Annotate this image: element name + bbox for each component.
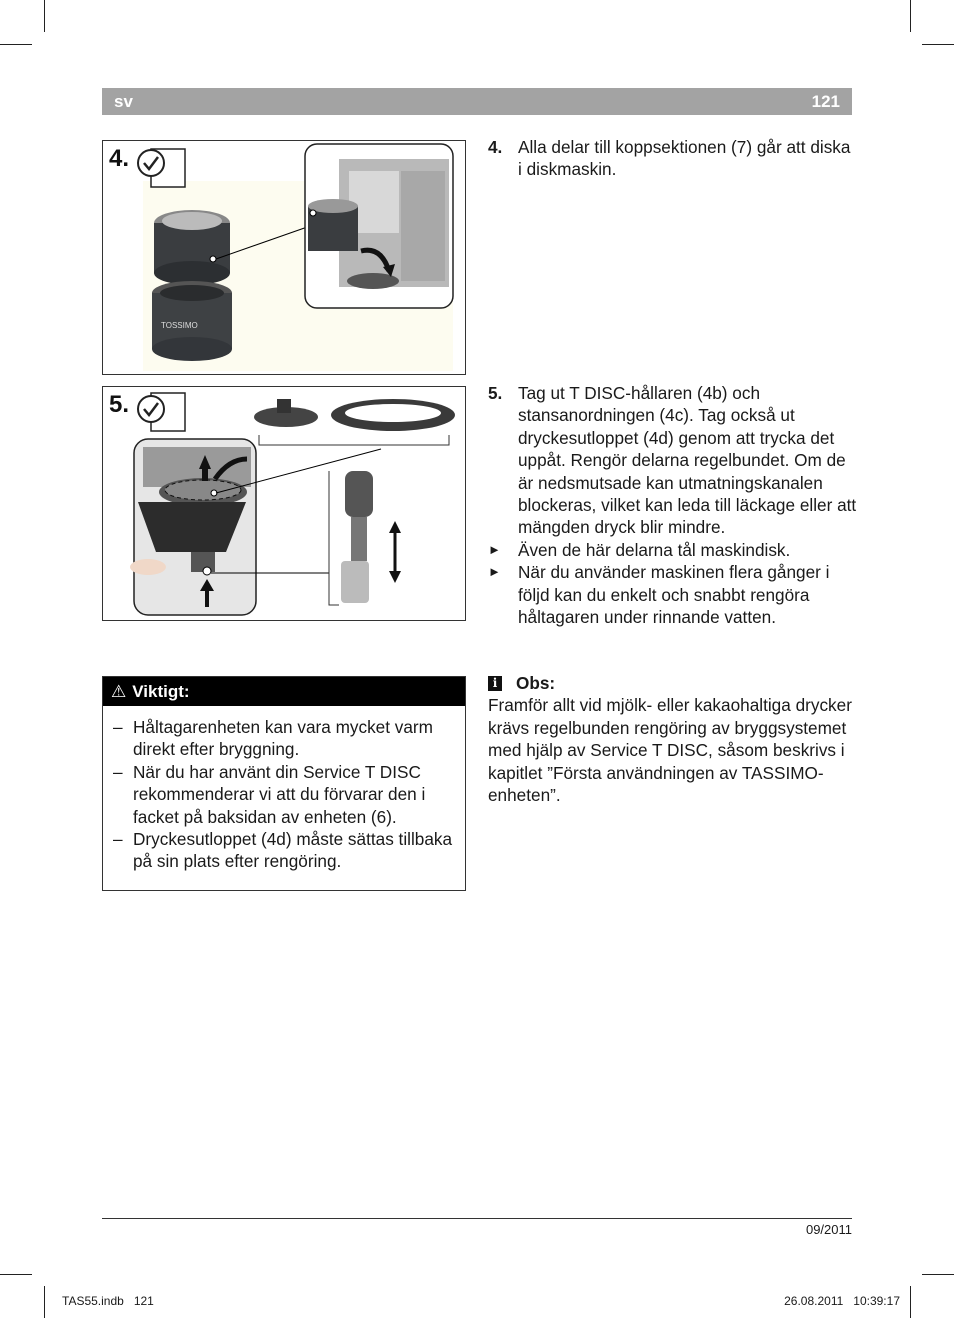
warning-list (103, 706, 465, 873)
note-title: Obs: (516, 673, 556, 693)
step-4 (488, 136, 858, 181)
step-5 (488, 382, 858, 628)
warning-title: Viktigt: (132, 681, 190, 701)
crop-mark (44, 0, 45, 32)
note-header (488, 672, 853, 694)
language-code: sv (114, 92, 133, 111)
arrow-bullet-icon: ► (488, 541, 501, 557)
warning-header (103, 677, 465, 706)
arrow-bullet-icon: ► (488, 564, 501, 580)
footer-divider (102, 1218, 852, 1219)
warning-box (102, 676, 466, 891)
figure-step-4 (102, 140, 466, 375)
list-item: ► Även de här delarna tål maskindisk. (488, 539, 791, 560)
print-slug-file: TAS55.indb 121 (62, 1294, 154, 1308)
crop-mark (0, 1274, 32, 1275)
brewing-unit-illustration (103, 387, 465, 620)
info-icon: i (488, 676, 502, 691)
cup-section-illustration (103, 141, 465, 374)
svg-text:TOSSIMO: TOSSIMO (161, 321, 198, 330)
crop-mark (44, 1286, 45, 1318)
figure-step-5 (102, 386, 466, 621)
step-number: 5. (488, 383, 503, 403)
crop-mark (910, 1286, 911, 1318)
list-item: – När du har använt din Service T DISC rekommenderar vi att du förvarar den i facket på baksidan av enheten (6). (113, 761, 426, 827)
figure-number: 5. (109, 391, 130, 418)
crop-mark (0, 44, 32, 45)
page-header (102, 88, 852, 115)
crop-mark (910, 0, 911, 32)
list-item: ► När du använder maskinen flera gånger i följd kan du enkelt och snabbt rengöra håltagaren under rinnande vatten. (488, 562, 830, 628)
list-item: – Dryckesutloppet (4d) måste sättas tillbaka på sin plats efter rengöring. (113, 829, 453, 872)
removed-parts (254, 399, 455, 445)
crop-mark (922, 44, 954, 45)
dishwasher-safe-icon (138, 393, 185, 431)
page-number: 121 (811, 92, 840, 111)
cup-bottom-part (152, 281, 232, 361)
crop-mark (922, 1274, 954, 1275)
brewing-unit-photo (130, 439, 256, 615)
warning-triangle-icon: ⚠ (111, 681, 127, 701)
footer-date: 09/2011 (805, 1222, 852, 1237)
step-number: 4. (488, 137, 503, 157)
note-text: Framför allt vid mjölk- eller kakaohaltiga drycker krävs regelbunden rengöring av bryggsystemet med hjälp av Service T DISC, såsom beskrivs i kapitlet ”Första användningen av TASSIMO-enheten”. (488, 695, 852, 806)
print-slug-timestamp: 26.08.2011 10:39:17 (784, 1294, 900, 1308)
list-item: – Håltagarenheten kan vara mycket varm direkt efter bryggning. (113, 717, 433, 760)
step-text: Tag ut T DISC-hållaren (4b) och stansanordningen (4c). Tag också ut dryckesutloppet (4d) genom att trycka det uppåt. Rengör delarna regelbundet. Om de är nedsmutsade kan utmatningskanalen blockeras, vilket kan leda till läckage eller att mängden dryck blir mindre. (518, 383, 857, 538)
note-block (488, 672, 853, 806)
step-text: Alla delar till koppsektionen (7) går att diska i diskmaskin. (518, 137, 851, 180)
cup-top-part (154, 210, 230, 285)
drink-spout (329, 471, 401, 605)
figure-number: 4. (109, 145, 130, 172)
machine-inset (305, 144, 453, 308)
